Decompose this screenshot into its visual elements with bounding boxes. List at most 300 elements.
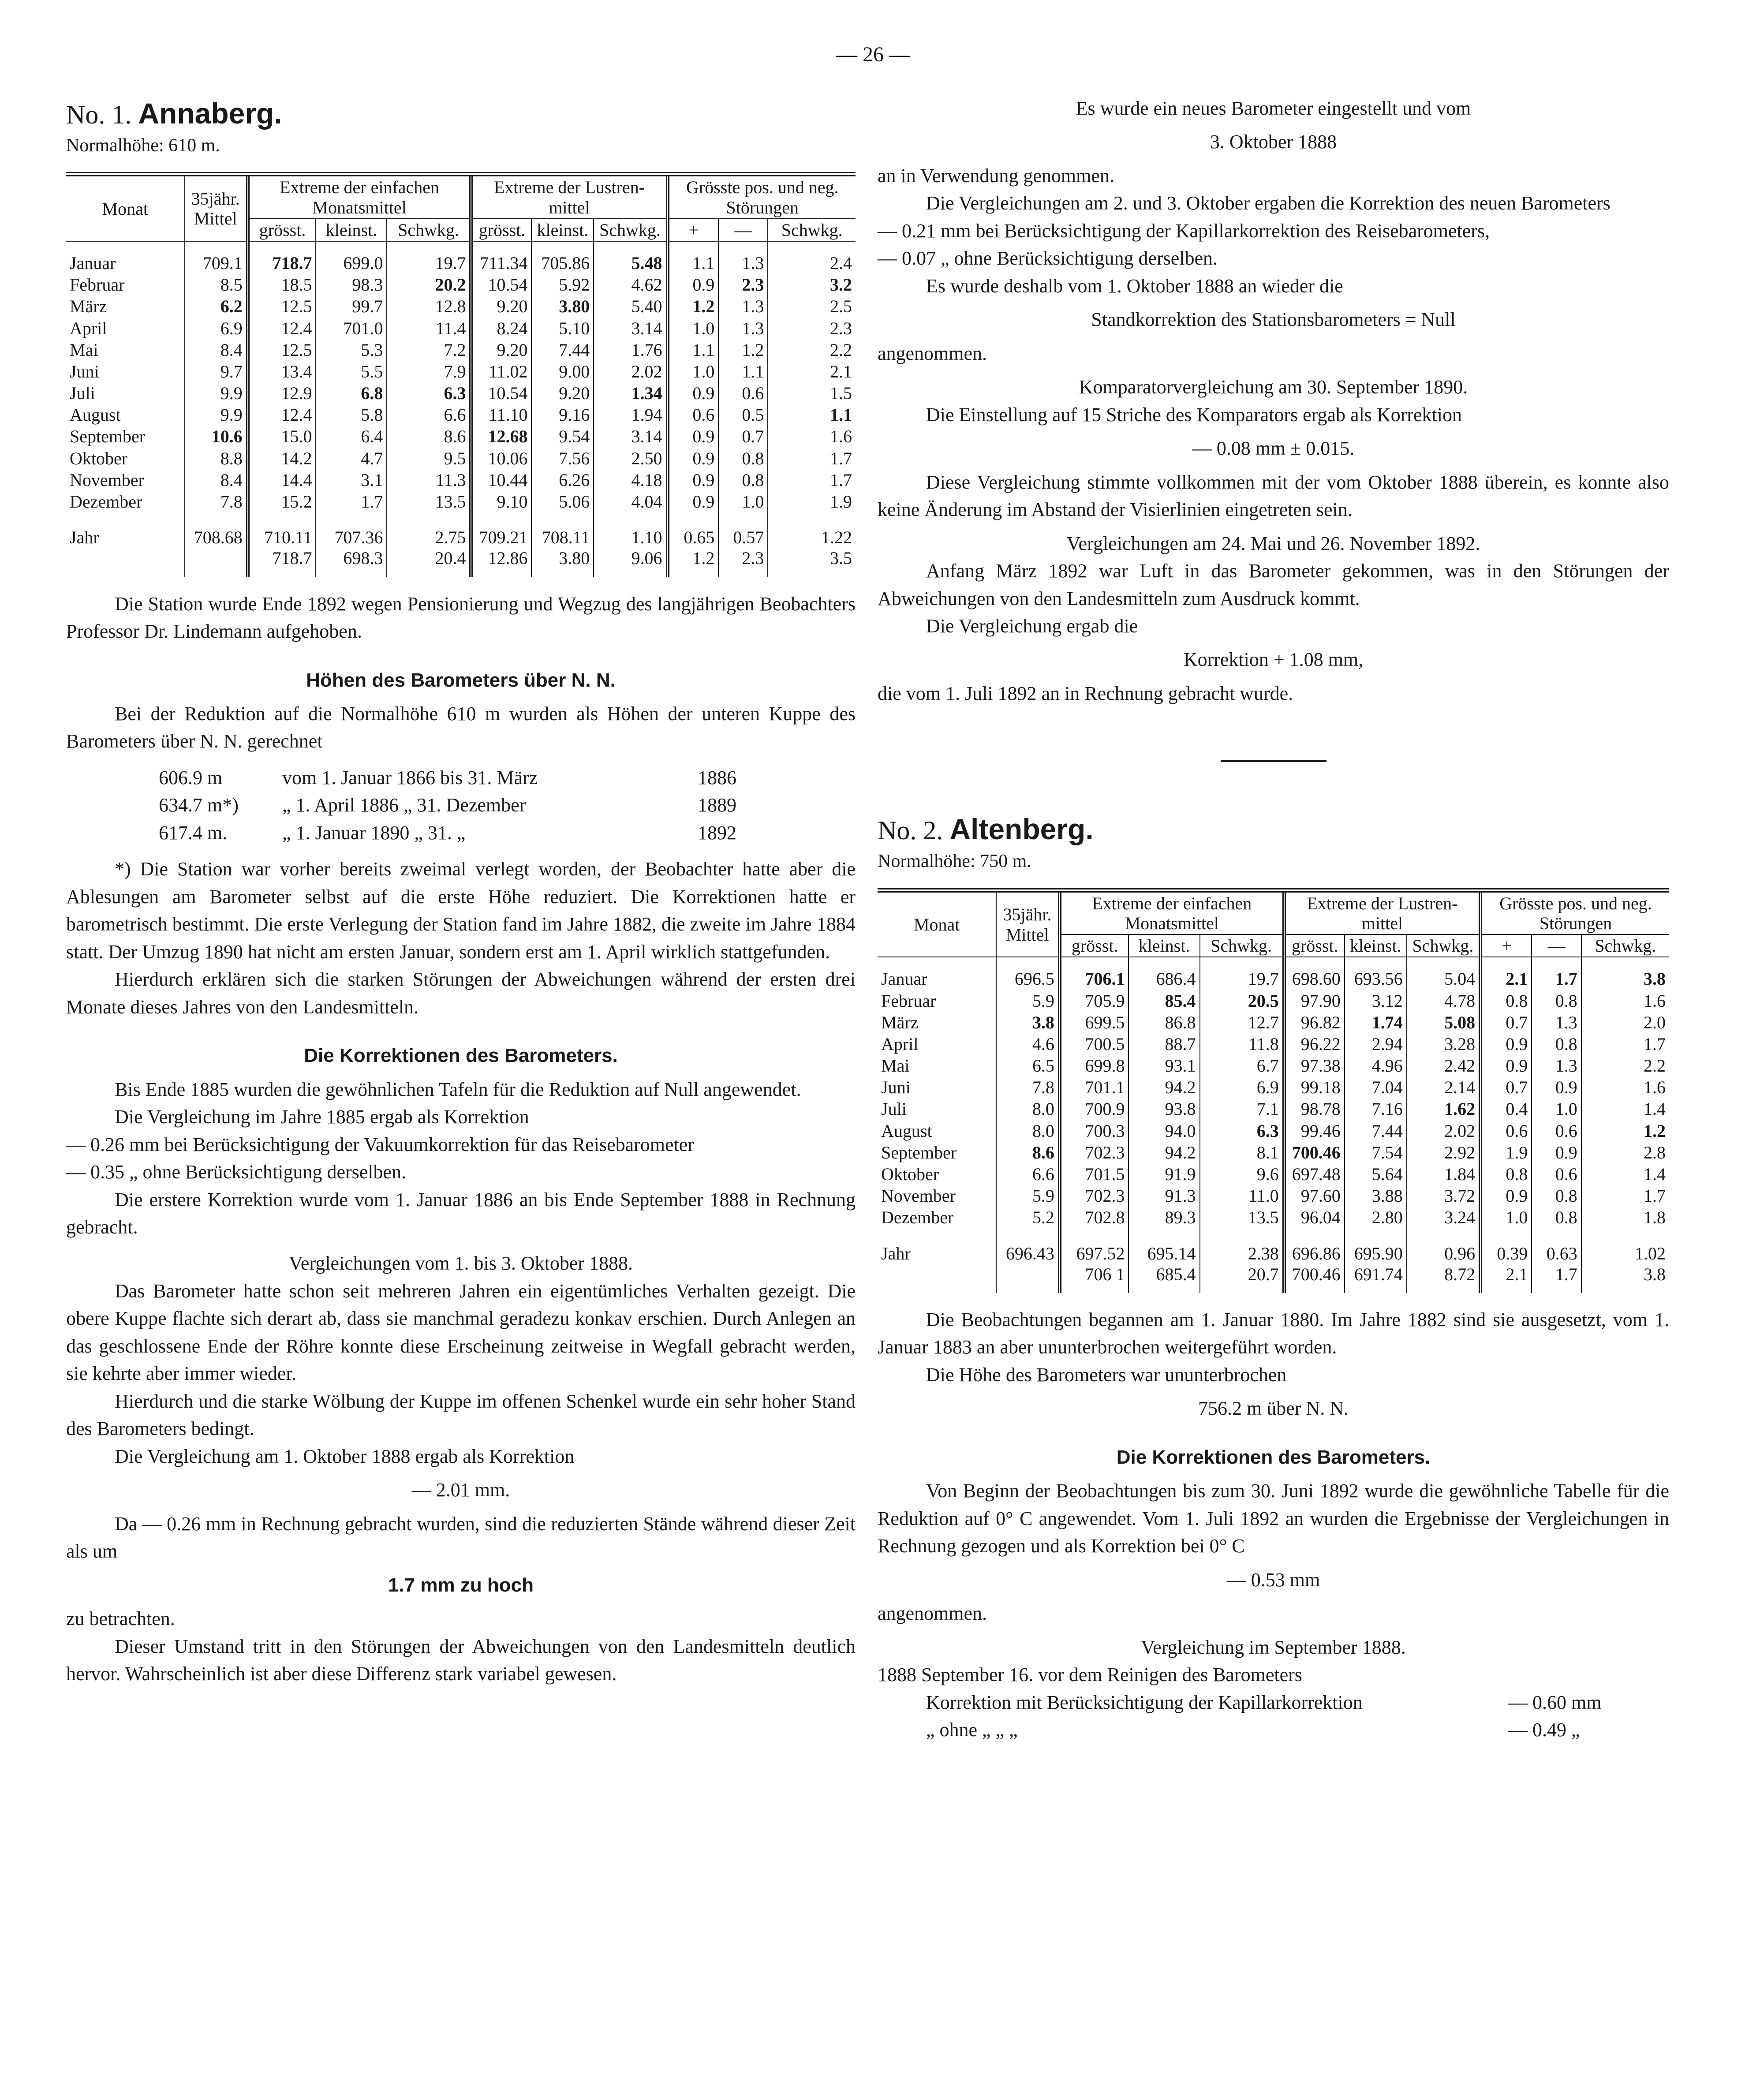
value-cell: 20.7: [1200, 1264, 1284, 1293]
value-cell: 1.2: [718, 339, 768, 361]
value-cell: 0.8: [1532, 1185, 1581, 1207]
value-cell: 2.02: [1407, 1120, 1480, 1142]
value-cell: 9.54: [531, 426, 594, 447]
month-cell: März: [66, 295, 185, 317]
value-cell: 0.9: [668, 491, 719, 512]
value-cell: 93.1: [1128, 1055, 1199, 1076]
value-cell: 2.50: [594, 448, 667, 469]
value-cell: 9.6: [1200, 1163, 1284, 1185]
value-cell: 711.34: [471, 241, 531, 274]
value-cell: 2.3: [718, 548, 768, 577]
col-kleinst: kleinst.: [1128, 934, 1199, 957]
value-cell: 1.2: [668, 295, 719, 317]
value-cell: 1.3: [1532, 1012, 1581, 1033]
value-cell: 4.18: [594, 469, 667, 491]
table-row: [66, 241, 856, 274]
altenberg-table: [878, 888, 1669, 1293]
value-cell: 94.0: [1128, 1120, 1199, 1142]
value-cell: 2.5: [830, 296, 852, 317]
value-cell: 6.3: [1200, 1120, 1284, 1142]
month-cell: Juni: [66, 361, 185, 382]
value-cell: 4.96: [1345, 1055, 1407, 1076]
value-cell: 1.7: [1644, 1034, 1666, 1054]
paragraph: Die Vergleichung am 1. Oktober 1888 ergab als Korrektion: [115, 1445, 575, 1467]
value-cell: 1.6: [830, 426, 852, 447]
height-row: [159, 792, 856, 819]
value-cell: 97.90: [1284, 990, 1345, 1012]
value-cell: 698.60: [1284, 957, 1345, 990]
table-row: [878, 1142, 1669, 1163]
col-grosst: grösst.: [248, 219, 316, 241]
paragraph: Hierdurch und die starke Wölbung der Kuppe im offenen Schenkel wurde ein sehr hoher Stand des Barometers bedingt.: [66, 1390, 856, 1440]
paragraph: an in Verwendung genommen.: [878, 164, 1114, 187]
value-cell: 11.4: [387, 318, 471, 339]
value-cell: 0.9: [668, 382, 719, 404]
value-cell: 11.3: [387, 469, 471, 491]
value-cell: 3.1: [316, 469, 387, 491]
value-cell: 1.2: [668, 548, 719, 577]
value-cell: 710.11: [248, 512, 316, 548]
value-cell: 1.0: [668, 361, 719, 382]
value-cell: 0.6: [1532, 1163, 1581, 1185]
value-cell: 6.4: [316, 426, 387, 447]
table-row: [878, 1185, 1669, 1207]
value-cell: 1.4: [1644, 1099, 1666, 1119]
value-cell: 708.11: [531, 512, 594, 548]
value-cell: 96.22: [1284, 1033, 1345, 1055]
month-cell: Mai: [878, 1055, 996, 1076]
value-cell: 9.10: [471, 491, 531, 512]
paragraph: Die Einstellung auf 15 Striche des Komparators ergab als Korrektion: [926, 404, 1462, 426]
value-cell: 6.9: [1200, 1076, 1284, 1098]
col-grosst: grösst.: [1284, 934, 1345, 957]
month-cell: [878, 1264, 996, 1293]
value-cell: 695.90: [1345, 1229, 1407, 1264]
paragraph: Diese Vergleichung stimmte vollkommen mit der vom Oktober 1888 überein, es konnte also keine Änderung im Abstand der Visierlinien eingetreten sein.: [878, 471, 1669, 521]
value-cell: 9.7: [185, 361, 248, 382]
value-cell: 9.20: [471, 295, 531, 317]
table-row: [878, 1207, 1669, 1228]
value-cell: 12.4: [248, 318, 316, 339]
col-grosst: grösst.: [1060, 934, 1129, 957]
value-cell: 3.72: [1407, 1185, 1480, 1207]
value-cell: 98.78: [1284, 1098, 1345, 1120]
value-cell: 1.6: [1644, 990, 1666, 1011]
col-kleinst: kleinst.: [531, 219, 594, 241]
value-cell: 8.5: [185, 274, 248, 295]
value-cell: 3.14: [594, 318, 667, 339]
value-cell: 1.34: [594, 382, 667, 404]
value-cell: 0.8: [1532, 1207, 1581, 1228]
value-cell: 2.4: [830, 253, 852, 273]
col-group-lustren: Extreme der Lustren- mittel: [1284, 890, 1480, 934]
month-cell: Dezember: [66, 491, 185, 512]
value-cell: 0.9: [668, 448, 719, 469]
value-cell: 1.6: [1644, 1077, 1666, 1098]
table-row: [66, 382, 856, 404]
height-value: 634.7 m*): [159, 794, 239, 816]
value-cell: 705.9: [1060, 990, 1129, 1012]
value-cell: 2.3: [718, 274, 768, 295]
value-cell: 0.9: [668, 426, 719, 447]
table-row: [66, 339, 856, 361]
col-schwkg: Schwkg.: [1407, 934, 1480, 957]
value-cell: 9.00: [531, 361, 594, 382]
value-cell: 8.1: [1200, 1142, 1284, 1163]
col-schwkg: Schwkg.: [1581, 934, 1669, 957]
value-cell: 1.4: [1644, 1164, 1666, 1185]
col-mittel: 35jähr. Mittel: [996, 890, 1060, 957]
month-cell: August: [878, 1120, 996, 1142]
month-cell: Juni: [878, 1076, 996, 1098]
value-cell: 0.57: [718, 512, 768, 548]
month-cell: Juli: [66, 382, 185, 404]
value-cell: 0.6: [668, 404, 719, 426]
value-cell: 4.6: [996, 1033, 1060, 1055]
paragraph: Bei der Reduktion auf die Normalhöhe 610 m wurden als Höhen der unteren Kuppe des Barometers über N. N. gerechnet: [66, 703, 856, 752]
value-cell: 2.42: [1407, 1055, 1480, 1076]
value-cell: 0.8: [1480, 1163, 1532, 1185]
value-cell: 11.0: [1200, 1185, 1284, 1207]
value-cell: 12.8: [387, 295, 471, 317]
value-cell: 6.3: [387, 382, 471, 404]
value-cell: 10.6: [185, 426, 248, 447]
station-normal-height: Normalhöhe: 610 m.: [66, 135, 220, 156]
value-cell: 20.4: [387, 548, 471, 577]
value-cell: 0.4: [1480, 1098, 1532, 1120]
value-cell: 8.24: [471, 318, 531, 339]
value-cell: 708.68: [185, 512, 248, 548]
value-cell: 9.9: [185, 404, 248, 426]
month-cell: [66, 548, 185, 577]
value-cell: 2.02: [594, 361, 667, 382]
subsection-heading: Vergleichung im September 1888.: [1141, 1636, 1406, 1658]
col-kleinst: kleinst.: [1345, 934, 1407, 957]
paragraph: Da — 0.26 mm in Rechnung gebracht wurden, sind die reduzierten Stände während dieser Zeit als um: [66, 1513, 856, 1562]
value-cell: 1.7: [1644, 1186, 1666, 1206]
value-cell: 686.4: [1128, 957, 1199, 990]
comparison-row: [926, 1689, 1669, 1716]
value-cell: 3.2: [830, 275, 852, 295]
value-cell: 5.3: [316, 339, 387, 361]
value-cell: 701.5: [1060, 1163, 1129, 1185]
col-schwkg: Schwkg.: [594, 219, 667, 241]
value-cell: 693.56: [1345, 957, 1407, 990]
month-cell: Mai: [66, 339, 185, 361]
table-row: [878, 1163, 1669, 1185]
value-cell: 5.48: [594, 241, 667, 274]
subsection-heading: Vergleichungen am 24. Mai und 26. November 1892.: [1066, 532, 1480, 554]
value-cell: 85.4: [1128, 990, 1199, 1012]
value-cell: 0.39: [1480, 1229, 1532, 1264]
height-year: 1889: [698, 794, 736, 816]
month-cell: November: [66, 469, 185, 491]
height-value: 756.2 m über N. N.: [1198, 1398, 1349, 1420]
value-cell: 705.86: [531, 241, 594, 274]
table-row: [878, 1098, 1669, 1120]
value-cell: 6.6: [996, 1163, 1060, 1185]
value-cell: 706 1: [1060, 1264, 1129, 1293]
month-cell: Jahr: [878, 1229, 996, 1264]
correction-value: — 0.53 mm: [1226, 1569, 1320, 1591]
paragraph: Die Vergleichungen am 2. und 3. Oktober ergaben die Korrektion des neuen Barometers: [926, 192, 1610, 214]
value-cell: 2.1: [1480, 957, 1532, 990]
value-cell: 1.3: [718, 241, 768, 274]
value-cell: 96.82: [1284, 1012, 1345, 1033]
table-row-year: [878, 1264, 1669, 1293]
value-cell: 13.4: [248, 361, 316, 382]
value-cell: 0.8: [718, 469, 768, 491]
station-name: Annaberg.: [138, 97, 282, 130]
value-cell: 9.16: [531, 404, 594, 426]
station-normal-height: Normalhöhe: 750 m.: [878, 851, 1031, 872]
value-cell: 1.1: [668, 241, 719, 274]
height-row: [159, 764, 856, 792]
value-cell: 2.1: [830, 361, 852, 381]
correction-value: — 0.08 mm ± 0.015.: [1192, 437, 1355, 460]
value-cell: 700.46: [1284, 1142, 1345, 1163]
paragraph: Dieser Umstand tritt in den Störungen der Abweichungen von den Landesmitteln deutlich hervor. Wahrscheinlich ist aber diese Differenz stark variabel gewesen.: [66, 1635, 856, 1685]
value-cell: 12.86: [471, 548, 531, 577]
col-group-stoerungen: Grösste pos. und neg. Störungen: [1480, 890, 1669, 934]
table-body: [66, 241, 856, 577]
value-cell: 6.2: [185, 295, 248, 317]
value-cell: 18.5: [248, 274, 316, 295]
value-cell: 11.02: [471, 361, 531, 382]
value-cell: 1.0: [1532, 1098, 1581, 1120]
value-cell: 89.3: [1128, 1207, 1199, 1228]
table-row: [878, 1076, 1669, 1098]
value-cell: 2.92: [1407, 1142, 1480, 1163]
value-cell: 5.2: [996, 1207, 1060, 1228]
value-cell: 709.21: [471, 512, 531, 548]
value-cell: 1.0: [668, 318, 719, 339]
value-cell: 97.60: [1284, 1185, 1345, 1207]
col-group-einfach: Extreme der einfachen Monatsmittel: [248, 174, 471, 218]
col-minus: —: [1532, 934, 1581, 957]
value-cell: 4.7: [316, 448, 387, 469]
value-cell: 1.74: [1345, 1012, 1407, 1033]
value-cell: 5.08: [1407, 1012, 1480, 1033]
value-cell: 12.9: [248, 382, 316, 404]
value-cell: 6.26: [531, 469, 594, 491]
value-cell: 8.6: [996, 1142, 1060, 1163]
value-cell: 99.7: [316, 295, 387, 317]
height-period: „ 1. Januar 1890 „ 31. „: [282, 822, 466, 844]
table-row: [66, 318, 856, 339]
value-cell: 1.7: [830, 470, 852, 490]
height-period: „ 1. April 1886 „ 31. Dezember: [282, 794, 526, 816]
value-cell: 7.8: [185, 491, 248, 512]
value-cell: 1.94: [594, 404, 667, 426]
col-plus: +: [1480, 934, 1532, 957]
value-cell: 0.7: [1480, 1076, 1532, 1098]
value-cell: 7.2: [387, 339, 471, 361]
month-cell: Januar: [878, 957, 996, 990]
value-cell: 15.0: [248, 426, 316, 447]
value-cell: [996, 1264, 1060, 1293]
correction-value: Korrektion + 1.08 mm,: [1183, 649, 1364, 671]
correction-line: — 0.35 „ ohne Berücksichtigung derselben.: [66, 1161, 407, 1183]
value-cell: 1.62: [1407, 1098, 1480, 1120]
section-divider: [1221, 760, 1326, 762]
table-row: [878, 1033, 1669, 1055]
col-schwkg: Schwkg.: [768, 219, 856, 241]
paragraph: Die Station wurde Ende 1892 wegen Pensionierung und Wegzug des langjährigen Beobachters Professor Dr. Lindemann aufgehoben.: [66, 593, 856, 643]
paragraph: Die Vergleichung ergab die: [926, 615, 1138, 637]
value-cell: 1.0: [1480, 1207, 1532, 1228]
value-cell: 8.4: [185, 469, 248, 491]
value-cell: 2.2: [1644, 1056, 1666, 1076]
value-cell: 2.8: [1644, 1142, 1666, 1162]
month-cell: Juli: [878, 1098, 996, 1120]
value-cell: 9.20: [531, 382, 594, 404]
value-cell: 4.78: [1407, 990, 1480, 1012]
value-cell: 7.44: [1345, 1120, 1407, 1142]
col-monat: Monat: [878, 890, 996, 957]
comparison-value: — 0.60 mm: [1508, 1691, 1602, 1713]
value-cell: 13.5: [1200, 1207, 1284, 1228]
value-cell: 1.7: [1532, 1264, 1581, 1293]
value-cell: 99.46: [1284, 1120, 1345, 1142]
left-column: [66, 95, 856, 1688]
value-cell: 9.9: [185, 382, 248, 404]
value-cell: 0.9: [1480, 1185, 1532, 1207]
value-cell: 1.9: [1480, 1142, 1532, 1163]
value-cell: 0.9: [668, 274, 719, 295]
value-cell: 12.4: [248, 404, 316, 426]
value-cell: 98.3: [316, 274, 387, 295]
value-cell: 5.04: [1407, 957, 1480, 990]
value-cell: 1.22: [821, 527, 852, 548]
col-schwkg: Schwkg.: [387, 219, 471, 241]
paragraph: Die Höhe des Barometers war ununterbrochen: [926, 1364, 1287, 1386]
value-cell: 8.4: [185, 339, 248, 361]
value-cell: 97.38: [1284, 1055, 1345, 1076]
value-cell: 2.2: [830, 340, 852, 360]
month-cell: August: [66, 404, 185, 426]
station-number: No. 2.: [878, 816, 943, 845]
table-row: [66, 448, 856, 469]
month-cell: Oktober: [66, 448, 185, 469]
value-cell: 0.7: [718, 426, 768, 447]
value-cell: 15.2: [248, 491, 316, 512]
value-cell: 4.04: [594, 491, 667, 512]
value-cell: 6.7: [1200, 1055, 1284, 1076]
value-cell: 5.9: [996, 990, 1060, 1012]
value-cell: 1.84: [1407, 1163, 1480, 1185]
correction-line: — 0.26 mm bei Berücksichtigung der Vakuumkorrektion für das Reisebarometer: [66, 1133, 694, 1155]
table-row: [878, 1012, 1669, 1033]
value-cell: 696.86: [1284, 1229, 1345, 1264]
value-cell: 697.52: [1060, 1229, 1129, 1264]
month-cell: Januar: [66, 241, 185, 274]
value-cell: 6.6: [387, 404, 471, 426]
date-line: 3. Oktober 1888: [1210, 131, 1337, 153]
value-cell: 700.5: [1060, 1033, 1129, 1055]
value-cell: 1.0: [718, 491, 768, 512]
value-cell: 11.8: [1200, 1033, 1284, 1055]
value-cell: 10.44: [471, 469, 531, 491]
station-name: Altenberg.: [949, 813, 1094, 846]
station-number: No. 1.: [66, 100, 132, 129]
value-cell: 8.72: [1407, 1264, 1480, 1293]
value-cell: 0.8: [1480, 990, 1532, 1012]
value-cell: 7.8: [996, 1076, 1060, 1098]
value-cell: 698.3: [316, 548, 387, 577]
month-cell: März: [878, 1012, 996, 1033]
paragraph: Es wurde ein neues Barometer eingestellt und vom: [1076, 97, 1471, 119]
value-cell: 12.5: [248, 295, 316, 317]
value-cell: 4.62: [594, 274, 667, 295]
value-cell: 10.54: [471, 382, 531, 404]
value-cell: 7.1: [1200, 1098, 1284, 1120]
value-cell: 0.9: [1532, 1076, 1581, 1098]
value-cell: 1.8: [1644, 1207, 1666, 1228]
value-cell: 0.65: [668, 512, 719, 548]
station-title-altenberg: [878, 811, 1669, 848]
value-cell: 697.48: [1284, 1163, 1345, 1185]
table-row: [66, 295, 856, 317]
value-cell: 695.14: [1128, 1229, 1199, 1264]
paragraph: Die Vergleichung im Jahre 1885 ergab als Korrektion: [115, 1106, 529, 1128]
height-list: [159, 764, 856, 847]
value-cell: 1.1: [668, 339, 719, 361]
height-year: 1892: [698, 822, 736, 844]
highlight-value: 1.7 mm zu hoch: [388, 1574, 534, 1596]
value-cell: 700.9: [1060, 1098, 1129, 1120]
value-cell: 701.1: [1060, 1076, 1129, 1098]
value-cell: 702.3: [1060, 1185, 1129, 1207]
subsection-heading: Komparatorvergleichung am 30. September 1890.: [1079, 376, 1468, 398]
value-cell: 7.44: [531, 339, 594, 361]
value-cell: 701.0: [316, 318, 387, 339]
month-cell: April: [878, 1033, 996, 1055]
col-group-einfach: Extreme der einfachen Monatsmittel: [1060, 890, 1284, 934]
month-cell: Jahr: [66, 512, 185, 548]
value-cell: 9.20: [471, 339, 531, 361]
col-group-stoerungen: Grösste pos. und neg. Störungen: [668, 174, 856, 218]
value-cell: 86.8: [1128, 1012, 1199, 1033]
value-cell: 7.56: [531, 448, 594, 469]
value-cell: 5.8: [316, 404, 387, 426]
value-cell: 699.8: [1060, 1055, 1129, 1076]
section-heading: Die Korrektionen des Barometers.: [304, 1045, 618, 1067]
value-cell: [185, 548, 248, 577]
paragraph: Das Barometer hatte schon seit mehreren Jahren ein eigentümliches Verhalten gezeigt. Die obere Kuppe flachte sich derart ab, dass sie manchmal geradezu konkav erschien. Durch Anlegen an das geschlossene Ende der Röhre konnte diese Erscheinung zeitweise in Wegfall gebracht werden, sie kehrte aber immer wieder.: [66, 1280, 856, 1385]
value-cell: 696.5: [996, 957, 1060, 990]
table-row: [878, 957, 1669, 990]
paragraph: Die erstere Korrektion wurde vom 1. Januar 1886 an bis Ende September 1888 in Rechnung gebracht.: [66, 1188, 856, 1238]
value-cell: 696.43: [996, 1229, 1060, 1264]
col-group-lustren: Extreme der Lustren- mittel: [471, 174, 667, 218]
value-cell: 93.8: [1128, 1098, 1199, 1120]
height-period: vom 1. Januar 1866 bis 31. März: [282, 766, 538, 788]
page-number: — 26 —: [836, 43, 910, 66]
value-cell: 9.06: [594, 548, 667, 577]
right-column: [878, 95, 1669, 1744]
value-cell: 0.7: [1480, 1012, 1532, 1033]
value-cell: 709.1: [185, 241, 248, 274]
value-cell: 702.8: [1060, 1207, 1129, 1228]
value-cell: 1.5: [830, 383, 852, 404]
value-cell: 702.3: [1060, 1142, 1129, 1163]
value-cell: 10.54: [471, 274, 531, 295]
value-cell: 8.8: [185, 448, 248, 469]
paragraph: Die Beobachtungen begannen am 1. Januar 1880. Im Jahre 1882 sind sie ausgesetzt, vom 1. Januar 1883 an aber ununterbrochen weitergeführt worden.: [878, 1308, 1669, 1358]
value-cell: 5.5: [316, 361, 387, 382]
comparison-label: „ ohne „ „ „: [926, 1719, 1018, 1741]
